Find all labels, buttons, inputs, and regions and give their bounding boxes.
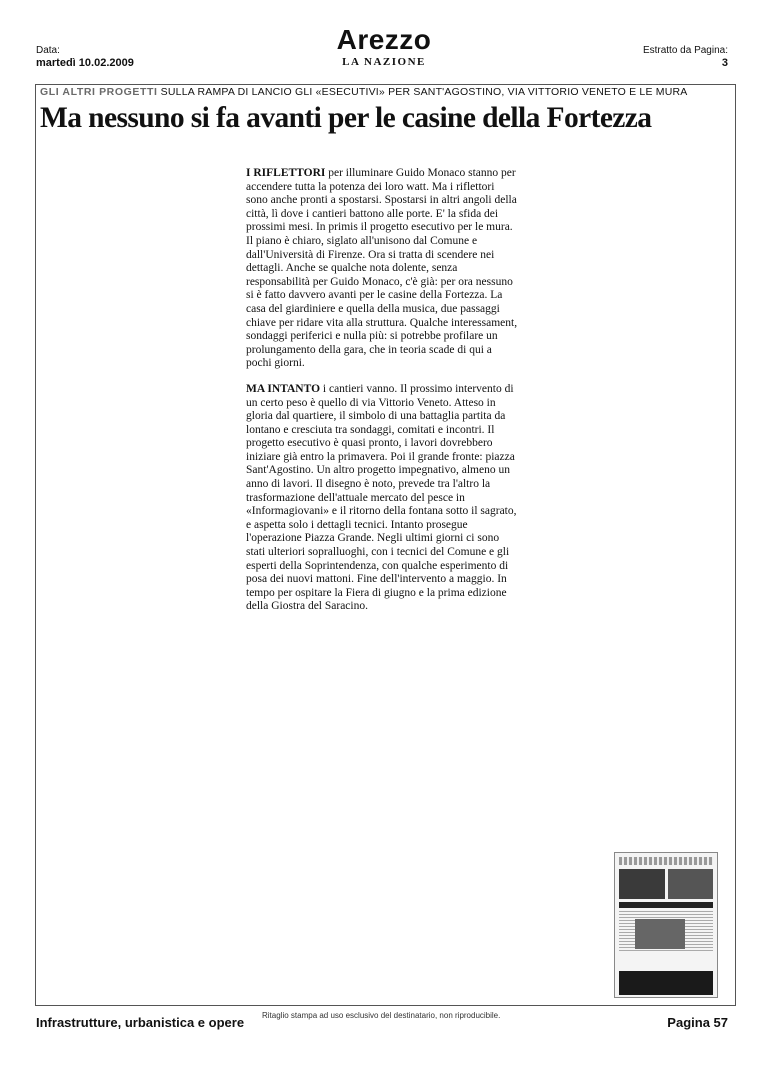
masthead-city: Arezzo bbox=[336, 24, 432, 55]
paragraph-1 bbox=[246, 167, 518, 371]
footer-page: Pagina 57 bbox=[667, 1015, 728, 1030]
thumbnail-advert bbox=[619, 971, 713, 995]
page-thumbnail bbox=[614, 852, 718, 998]
kicker-strong: GLI ALTRI PROGETTI bbox=[40, 86, 158, 98]
article-headline: Ma nessuno si fa avanti per le casine della Fortezza bbox=[40, 102, 652, 134]
thumbnail-photo bbox=[619, 869, 665, 899]
thumbnail-headline bbox=[619, 902, 713, 908]
date-value: martedì 10.02.2009 bbox=[36, 57, 134, 69]
extract-label: Estratto da Pagina: bbox=[642, 45, 728, 56]
paragraph-2-text: i cantieri vanno. Il prossimo intervento di un certo peso è quello di via Vittorio Veneto. Atteso in gloria dal quartiere, il simbolo di una battaglia partita da lontano e cresciuta tra sondaggi, comitati e incontri. Il progetto esecutivo è quasi pronto, i lavori dovrebbero iniziare già entro la primavera. Poi il grande fronte: piazza Sant'Agostino. Un altro progetto impegnativo, almeno un anno di lavori. Il disegno è noto, prevede tra l'altro la trasformazione dell'attuale mercato del pesce in «Informagiovani» e il ritorno della fontana sotto il sagrato, e aspetta solo i dettagli tecnici. Intanto prosegue l'operazione Piazza Grande. Negli ultimi giorni ci sono stati ulteriori sopralluoghi, con i tecnici del Comune e gli esperti della Soprintendenza, con qualche esperimento di posa dei nuovi mattoni. Fine dell'intervento a maggio. In tempo per ospitare la Fiera di giugno e la prima edizione della Giostra del Saracino. bbox=[246, 382, 517, 613]
date-label: Data: bbox=[36, 45, 60, 56]
footer-note: Ritaglio stampa ad uso esclusivo del destinatario, non riproducibile. bbox=[262, 1011, 501, 1020]
paragraph-2-lead: MA INTANTO bbox=[246, 382, 321, 395]
article-body bbox=[246, 167, 518, 614]
footer-section: Infrastrutture, urbanistica e opere bbox=[36, 1015, 245, 1030]
thumbnail-photo bbox=[668, 869, 713, 899]
paragraph-2 bbox=[246, 383, 518, 614]
extract-block bbox=[643, 44, 728, 70]
paragraph-1-lead: I RIFLETTORI bbox=[246, 167, 326, 179]
paragraph-1-text: per illuminare Guido Monaco stanno per accendere tutta la potenza dei loro watt. Ma i riflettori sono anche pronti a spostarsi. Spostarsi in altri angoli della città, lì dove i cantieri battono alle porte. E' la sfida dei prossimi mesi. In primis il progetto esecutivo per le mura. Il piano è chiaro, siglato all'unisono dal Comune e dall'Università di Firenze. Ora si tratta di scendere nei dettagli. Anche se qualche nota dolente, senza responsabilità per Guido Monaco, c'è già: per ora nessuno si è fatto davvero avanti per le casine della Fortezza. La casa del giardiniere e quella della musica, due passaggi chiave per ridare vita alla struttura. Qualche interessament, sondaggi periferici e nulla più: si potrebbe profilare un prolungamento della gara, che in teoria scade di qui a pochi giorni. bbox=[246, 167, 518, 370]
article-kicker bbox=[40, 86, 730, 98]
kicker-rest: SULLA RAMPA DI LANCIO GLI «ESECUTIVI» PER SANT'AGOSTINO, VIA VITTORIO VENETO E LE MURA bbox=[160, 86, 688, 98]
thumbnail-masthead bbox=[619, 857, 713, 865]
thumbnail-photo bbox=[635, 919, 685, 949]
extract-page: 3 bbox=[721, 57, 728, 69]
masthead-paper: LA NAZIONE bbox=[342, 56, 426, 68]
